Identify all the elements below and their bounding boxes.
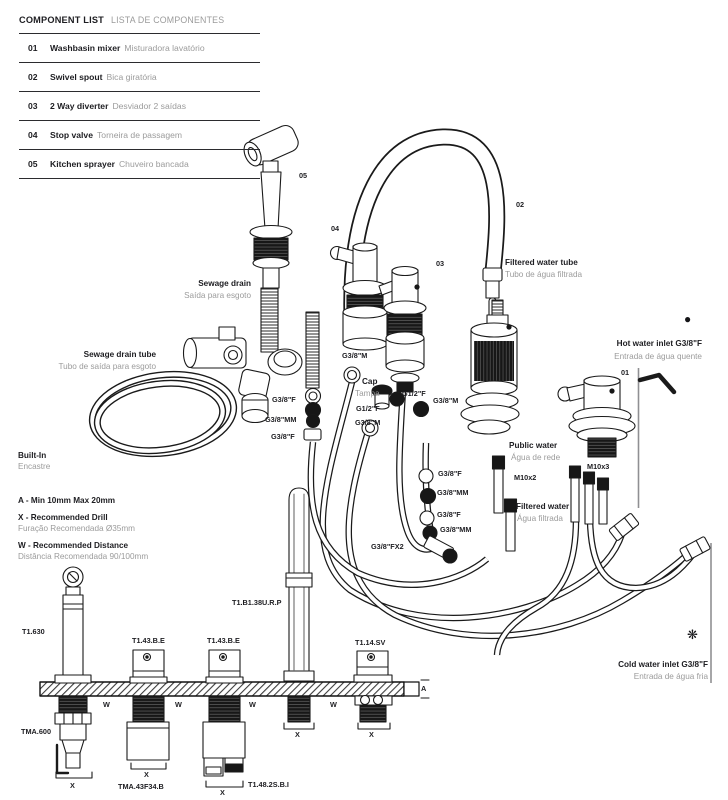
callout-filtered-water-pt: Água filtrada xyxy=(517,514,563,523)
install-code-t1-b1-38urp: T1.B1.38U.R.P xyxy=(232,598,282,607)
note-dim-x-en: X - Recommended Drill xyxy=(18,513,108,522)
component-list-header xyxy=(19,6,260,33)
cold-hose-nut xyxy=(679,536,710,562)
component-name-en: Swivel spout xyxy=(50,72,103,82)
component-name-en: 2 Way diverter xyxy=(50,101,109,111)
callout-sewage-drain-pt: Saída para esgoto xyxy=(184,291,251,300)
stop-valve xyxy=(331,243,388,350)
callout-cold-inlet-pt: Entrada de água fria xyxy=(633,672,708,681)
fitting-g38mm-mid-2: G3/8"MM xyxy=(440,525,472,534)
install-unit-3 xyxy=(203,650,245,787)
callout-cold-inlet-en: Cold water inlet G3/8"F xyxy=(618,660,708,669)
callout-cap-en: Cap xyxy=(362,377,378,386)
fitting-g38f-left-2: G3/8"F xyxy=(271,432,295,441)
install-code-t1-48-2sbi: T1.48.2S.B.I xyxy=(248,780,289,789)
fitting-g12f-2: G1/2"F xyxy=(356,404,380,413)
note-built-in-en: Built-In xyxy=(18,451,47,460)
note-dim-a: A - Min 10mm Max 20mm xyxy=(18,496,116,505)
dim-label-w-3: W xyxy=(249,700,256,709)
sewage-drain-tube-loop xyxy=(88,367,238,462)
component-row-03 xyxy=(19,91,260,120)
callout-public-water-pt: Água de rede xyxy=(511,453,561,462)
filter-cartridge xyxy=(461,300,519,434)
callout-cap-pt: Tampa xyxy=(355,389,380,398)
dim-label-x-3: X xyxy=(220,788,225,797)
callout-filtered-water-tube-en: Filtered water tube xyxy=(505,258,578,267)
note-built-in-pt: Encastre xyxy=(18,462,51,471)
component-name-en: Washbasin mixer xyxy=(50,43,121,53)
filtered-water-stud xyxy=(505,499,517,551)
component-name-en: Stop valve xyxy=(50,130,93,140)
component-list-title-en: COMPONENT LIST xyxy=(19,14,104,25)
washbasin-mixer xyxy=(558,376,635,457)
allen-key xyxy=(640,375,674,392)
install-code-t1-43be-a: T1.43.B.E xyxy=(132,636,165,645)
callout-sewage-drain-tube-en: Sewage drain tube xyxy=(83,350,156,359)
note-dim-w-pt: Distância Recomendada 90/100mm xyxy=(18,552,149,561)
fitting-g38f-left-1: G3/8"F xyxy=(272,395,296,404)
dim-label-x-1: X xyxy=(70,781,75,790)
component-number: 04 xyxy=(28,130,38,140)
note-dim-w-en: W - Recommended Distance xyxy=(18,541,129,550)
part-ref-01: 01 xyxy=(621,368,630,377)
component-list xyxy=(19,6,260,179)
component-number: 05 xyxy=(28,159,38,169)
component-name-pt: Bica giratória xyxy=(106,72,157,82)
fitting-g38m-3: G3/8"M xyxy=(355,418,381,427)
fitting-m10x2: M10x2 xyxy=(514,473,537,482)
dim-label-x-4: X xyxy=(295,730,300,739)
hot-indicator-icon: ● xyxy=(684,312,692,326)
fitting-m10x3: M10x3 xyxy=(587,462,610,471)
component-row-02 xyxy=(19,62,260,91)
component-row-05 xyxy=(19,149,260,179)
install-code-tma-600: TMA.600 xyxy=(21,727,52,736)
component-name-pt: Desviador 2 saídas xyxy=(112,101,187,111)
fitting-g38f-mid-2: G3/8"F xyxy=(437,510,461,519)
install-unit-sprayer xyxy=(55,567,92,778)
dim-label-w-4: W xyxy=(330,700,337,709)
cold-indicator-icon: ❋ xyxy=(687,627,698,642)
callout-public-water-en: Public water xyxy=(509,441,558,450)
part-ref-02: 02 xyxy=(516,200,525,209)
dim-label-w-2: W xyxy=(175,700,182,709)
callout-hot-inlet-en: Hot water inlet G3/8"F xyxy=(616,339,702,348)
fitting-g12f-1: G1/2"F xyxy=(402,389,426,398)
note-dim-x-pt: Furação Recomendada Ø35mm xyxy=(18,524,135,533)
component-row-01 xyxy=(19,33,260,62)
component-name-pt: Torneira de passagem xyxy=(97,130,183,140)
fitting-g38f-mid-1: G3/8"F xyxy=(438,469,462,478)
part-ref-05: 05 xyxy=(299,171,308,180)
component-list-title-pt: LISTA DE COMPONENTES xyxy=(110,14,225,25)
install-code-t1-14sv: T1.14.SV xyxy=(355,638,386,647)
callout-hot-inlet-pt: Entrada de água quente xyxy=(614,352,702,361)
install-code-t1-630: T1.630 xyxy=(22,627,45,636)
countertop-cross-section xyxy=(40,682,404,696)
fitting-g38m-1: G3/8"M xyxy=(342,351,368,360)
callout-sewage-drain-en: Sewage drain xyxy=(198,279,251,288)
fitting-g38mm-left: G3/8"MM xyxy=(265,415,297,424)
component-name-pt: Chuveiro bancada xyxy=(118,159,189,169)
sewage-drain-parts xyxy=(184,312,320,423)
dim-label-x-5: X xyxy=(369,730,374,739)
fitting-g38fx2: G3/8"FX2 xyxy=(371,542,404,551)
component-name-pt: Misturadora lavatório xyxy=(124,43,205,53)
part-ref-03: 03 xyxy=(436,259,445,268)
fitting-g38m-2: G3/8"M xyxy=(433,396,459,405)
install-unit-2 xyxy=(127,650,169,769)
dim-label-a: A xyxy=(421,684,427,693)
callout-filtered-water-tube-pt: Tubo de água filtrada xyxy=(505,270,583,279)
component-row-04 xyxy=(19,120,260,149)
install-code-t1-43be-b: T1.43.B.E xyxy=(207,636,240,645)
install-code-tma-43f34b: TMA.43F34.B xyxy=(118,782,164,791)
part-ref-04: 04 xyxy=(331,224,340,233)
component-number: 02 xyxy=(28,72,38,82)
component-number: 03 xyxy=(28,101,38,111)
callout-filtered-water-en: Filtered water xyxy=(516,502,570,511)
fitting-g38mm-mid-1: G3/8"MM xyxy=(437,488,469,497)
component-number: 01 xyxy=(28,43,38,53)
component-name-en: Kitchen sprayer xyxy=(50,159,115,169)
left-fitting-nuts xyxy=(304,389,321,441)
m10-studs xyxy=(570,466,609,524)
public-water-stud xyxy=(493,456,505,513)
dim-label-w-1: W xyxy=(103,700,110,709)
callout-sewage-drain-tube-pt: Tubo de saída para esgoto xyxy=(58,362,156,371)
dim-label-x-2: X xyxy=(144,770,149,779)
